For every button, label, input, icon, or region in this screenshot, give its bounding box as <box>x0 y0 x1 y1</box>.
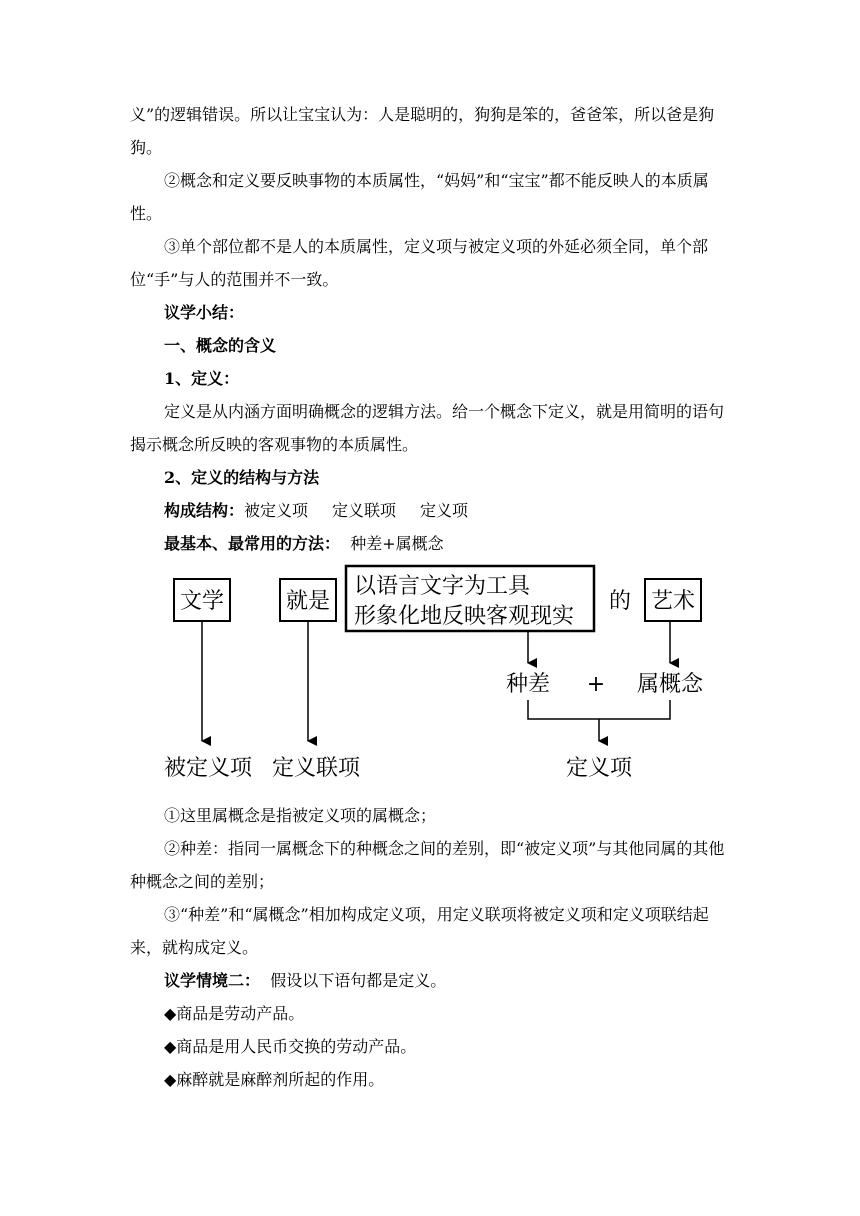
method-label: 最基本、最常用的方法： <box>164 534 341 553</box>
box4-text: 艺术 <box>650 589 696 614</box>
structure-label: 构成结构： <box>164 501 245 520</box>
structure-item-3: 定义项 <box>420 501 469 520</box>
scenario-label: 议学情境二： <box>164 971 261 990</box>
definition-structure-diagram <box>124 563 722 795</box>
paragraph-2: ②概念和定义要反映事物的本质属性，“妈妈”和“宝宝”都不能反映人的本质属性。 <box>130 171 709 223</box>
scenario-text: 假设以下语句都是定义。 <box>270 971 447 990</box>
note-3: ③“种差”和“属概念”相加构成定义项，用定义联项将被定义项和定义项联结起来，就构成定义。 <box>130 905 709 957</box>
of-text: 的 <box>608 589 632 614</box>
scenario-line <box>130 964 728 997</box>
label-definiens: 定义项 <box>565 756 633 781</box>
label-copula: 定义联项 <box>271 756 361 781</box>
definition-paragraph: 定义是从内涵方面明确概念的逻辑方法。给一个概念下定义，就是用简明的语句揭示概念所反映的客观事物的本质属性。 <box>130 402 725 454</box>
structure-line <box>130 494 728 527</box>
bullet-2: ◆商品是用人民币交换的劳动产品。 <box>164 1037 417 1056</box>
structure-item-1: 被定义项 <box>244 501 309 520</box>
section1-heading: 一、概念的含义 <box>164 336 277 355</box>
sub2-heading: 2、定义的结构与方法 <box>164 468 320 487</box>
sub1-heading: 1、定义： <box>164 369 240 388</box>
bullet-3: ◆麻醉就是麻醉剂所起的作用。 <box>164 1070 385 1089</box>
box2-text: 就是 <box>285 589 331 614</box>
paragraph-3: ③单个部位都不是人的本质属性，定义项与被定义项的外延必须全同，单个部位“手”与人的范围并不一致。 <box>130 237 709 289</box>
combine-bracket <box>528 700 670 719</box>
summary-heading: 议学小结： <box>164 303 245 322</box>
label-definiendum: 被定义项 <box>163 756 253 781</box>
note-2: ②种差：指同一属概念下的种概念之间的差别，即“被定义项”与其他同属的其他种概念之间的差别； <box>130 839 725 891</box>
differentia-text: 种差 <box>505 672 551 697</box>
structure-item-2: 定义联项 <box>332 501 397 520</box>
bullet-1: ◆商品是劳动产品。 <box>164 1004 305 1023</box>
method-line <box>130 527 728 560</box>
box1-text: 文学 <box>179 589 225 614</box>
genus-text: 属概念 <box>636 672 704 697</box>
box3-text-line2: 形象化地反映客观现实 <box>354 604 575 629</box>
paragraph-1: 义”的逻辑错误。所以让宝宝认为：人是聪明的，狗狗是笨的，爸爸笨，所以爸是狗狗。 <box>130 105 715 157</box>
diagram-svg <box>124 563 722 795</box>
plus-text: + <box>586 672 606 697</box>
document-page <box>130 98 728 1096</box>
method-value: 种差+属概念 <box>350 534 444 553</box>
box3-text-line1: 以语言文字为工具 <box>354 574 531 599</box>
note-1: ①这里属概念是指被定义项的属概念； <box>164 806 437 825</box>
